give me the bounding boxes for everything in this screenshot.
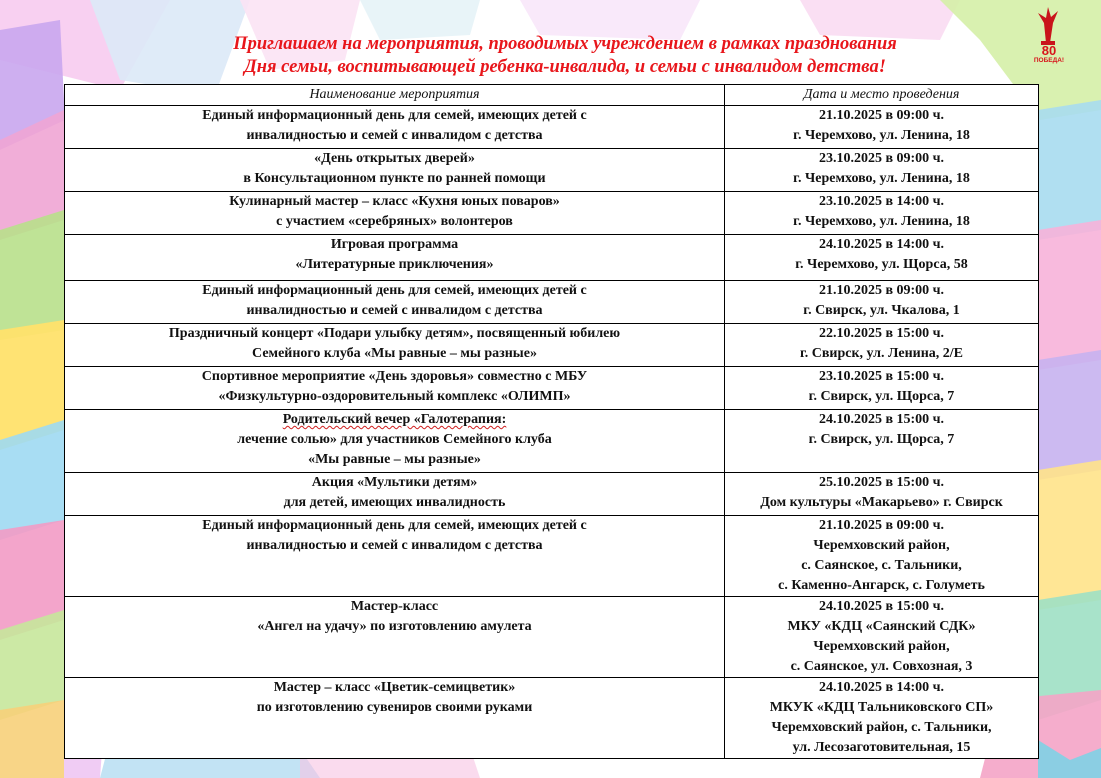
place-line: с. Каменно-Ангарск, с. Голуметь xyxy=(778,578,985,593)
event-cell xyxy=(65,235,725,281)
table-header-row xyxy=(65,85,1039,106)
place-line: г. Свирск, ул. Щорса, 7 xyxy=(808,432,955,447)
event-cell xyxy=(65,106,725,149)
table-row xyxy=(65,473,1039,516)
place-line: г. Свирск, ул. Щорса, 7 xyxy=(808,389,955,404)
event-cell xyxy=(65,473,725,516)
event-line: «Литературные приключения» xyxy=(295,257,494,272)
event-line-part: Родительский вечер «Галотерапия: xyxy=(282,412,507,427)
event-line: «День открытых дверей» xyxy=(314,151,475,166)
table-row xyxy=(65,149,1039,192)
date-place-cell xyxy=(725,324,1039,367)
event-line: в Консультационном пункте по ранней помощи xyxy=(243,171,546,186)
date-line: 23.10.2025 в 09:00 ч. xyxy=(818,151,945,166)
table-row xyxy=(65,678,1039,759)
event-line: инвалидностью и семей с инвалидом с детства xyxy=(246,128,543,143)
logo-number: 80 xyxy=(1041,43,1057,58)
place-line: с. Саянское, ул. Совхозная, 3 xyxy=(790,659,973,674)
date-line: 23.10.2025 в 14:00 ч. xyxy=(818,194,945,209)
invitation-heading xyxy=(100,33,1030,79)
event-cell xyxy=(65,324,725,367)
date-place-cell xyxy=(725,678,1039,759)
event-line: инвалидностью и семей с инвалидом с детства xyxy=(246,538,543,553)
date-line: 21.10.2025 в 09:00 ч. xyxy=(818,108,945,123)
table-row xyxy=(65,597,1039,678)
event-line: Семейного клуба «Мы равные – мы разные» xyxy=(252,346,537,361)
event-line: Спортивное мероприятие «День здоровья» совместно с МБУ xyxy=(201,369,588,384)
event-line: лечение солью» для участников Семейного клуба xyxy=(237,432,552,447)
date-place-cell xyxy=(725,106,1039,149)
logo-text: ПОБЕДА! xyxy=(1033,57,1065,64)
column-header-event: Наименование мероприятия xyxy=(65,85,725,106)
victory-monument-icon xyxy=(1028,5,1068,47)
date-place-cell xyxy=(725,367,1039,410)
date-place-cell xyxy=(725,597,1039,678)
date-line: 23.10.2025 в 15:00 ч. xyxy=(818,369,945,384)
event-line: «Ангел на удачу» по изготовлению амулета xyxy=(257,619,532,634)
date-place-cell xyxy=(725,192,1039,235)
event-line: Кулинарный мастер – класс «Кухня юных поваров» xyxy=(229,194,560,209)
place-line: Черемховский район, с. Тальники, xyxy=(771,720,992,735)
events-table xyxy=(64,84,1039,759)
date-place-cell xyxy=(725,281,1039,324)
date-line: 21.10.2025 в 09:00 ч. xyxy=(818,283,945,298)
place-line: Черемховский район, xyxy=(813,538,950,553)
event-line: с участием «серебряных» волонтеров xyxy=(276,214,513,229)
date-place-cell xyxy=(725,410,1039,473)
table-row xyxy=(65,516,1039,597)
table-row xyxy=(65,324,1039,367)
table-row xyxy=(65,235,1039,281)
date-line: 24.10.2025 в 14:00 ч. xyxy=(818,680,945,695)
event-line: «Физкультурно-оздоровительный комплекс «ОЛИМП» xyxy=(218,389,571,404)
date-line: 24.10.2025 в 15:00 ч. xyxy=(818,599,945,614)
place-line: г. Свирск, ул. Ленина, 2/Е xyxy=(799,346,964,361)
date-line: 24.10.2025 в 15:00 ч. xyxy=(818,412,945,427)
place-line: МКУ «КДЦ «Саянский СДК» xyxy=(787,619,976,634)
date-line: 21.10.2025 в 09:00 ч. xyxy=(818,518,945,533)
place-line: Черемховский район, xyxy=(813,639,950,654)
event-cell xyxy=(65,149,725,192)
table-row xyxy=(65,106,1039,149)
event-cell xyxy=(65,410,725,473)
place-line: с. Саянское, с. Тальники, xyxy=(801,558,962,573)
table-row xyxy=(65,367,1039,410)
date-line: 24.10.2025 в 14:00 ч. xyxy=(818,237,945,252)
event-cell xyxy=(65,281,725,324)
event-line: инвалидностью и семей с инвалидом с детства xyxy=(246,303,543,318)
table-row xyxy=(65,410,1039,473)
place-line: г. Черемхово, ул. Щорса, 58 xyxy=(795,257,968,272)
event-line: Единый информационный день для семей, имеющих детей с xyxy=(202,283,587,298)
event-line: Мастер – класс «Цветик-семицветик» xyxy=(273,680,516,695)
place-line: г. Черемхово, ул. Ленина, 18 xyxy=(793,214,970,229)
event-line xyxy=(69,410,720,430)
event-line: для детей, имеющих инвалидность xyxy=(283,495,506,510)
place-line: г. Черемхово, ул. Ленина, 18 xyxy=(793,128,970,143)
place-line: г. Черемхово, ул. Ленина, 18 xyxy=(793,171,970,186)
table-row xyxy=(65,281,1039,324)
event-line: Праздничный концерт «Подари улыбку детям», посвященный юбилею xyxy=(168,326,621,341)
heading-line-2: Дня семьи, воспитывающей ребенка-инвалида, и семьи с инвалидом детства! xyxy=(244,57,886,77)
place-line: ул. Лесозаготовительная, 15 xyxy=(792,740,971,755)
date-line: 22.10.2025 в 15:00 ч. xyxy=(818,326,945,341)
date-place-cell xyxy=(725,473,1039,516)
place-line: г. Свирск, ул. Чкалова, 1 xyxy=(803,303,960,318)
victory-80-logo xyxy=(1028,5,1078,67)
event-line: Акция «Мультики детям» xyxy=(311,475,478,490)
event-cell xyxy=(65,367,725,410)
heading-line-1: Приглашаем на мероприятия, проводимых учреждением в рамках празднования xyxy=(233,34,897,54)
event-line: «Мы равные – мы разные» xyxy=(308,452,481,467)
event-cell xyxy=(65,516,725,597)
event-line: по изготовлению сувениров своими руками xyxy=(256,700,533,715)
place-line: МКУК «КДЦ Тальниковского СП» xyxy=(769,700,994,715)
place-line: Дом культуры «Макарьево» г. Свирск xyxy=(760,495,1003,510)
event-cell xyxy=(65,192,725,235)
date-line: 25.10.2025 в 15:00 ч. xyxy=(818,475,945,490)
table-row xyxy=(65,192,1039,235)
event-line: Игровая программа xyxy=(330,237,459,252)
event-line: Мастер-класс xyxy=(350,599,439,614)
event-line: Единый информационный день для семей, имеющих детей с xyxy=(202,108,587,123)
event-cell xyxy=(65,597,725,678)
event-line: Единый информационный день для семей, имеющих детей с xyxy=(202,518,587,533)
column-header-date-place: Дата и место проведения xyxy=(725,85,1039,106)
date-place-cell xyxy=(725,149,1039,192)
date-place-cell xyxy=(725,235,1039,281)
event-cell xyxy=(65,678,725,759)
date-place-cell xyxy=(725,516,1039,597)
